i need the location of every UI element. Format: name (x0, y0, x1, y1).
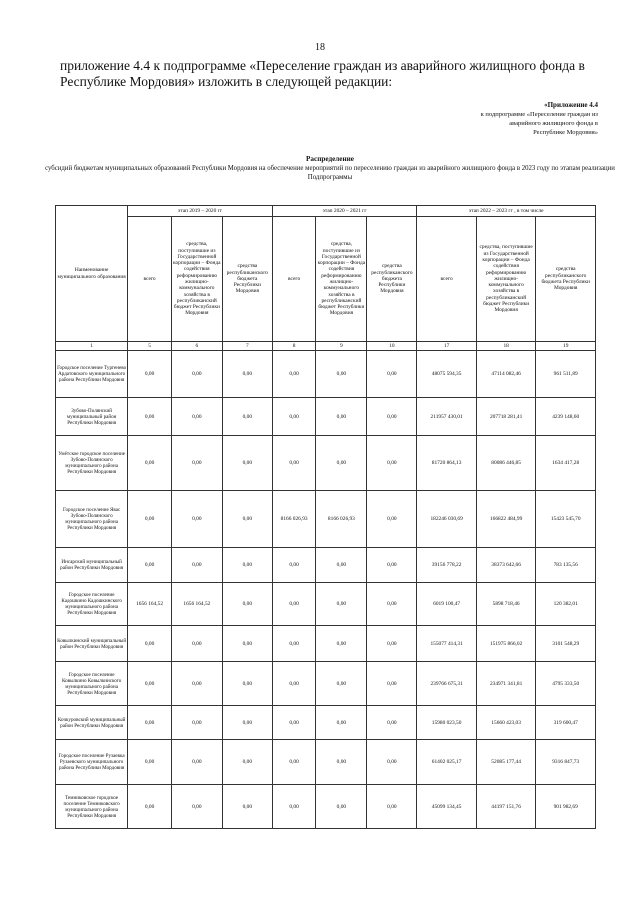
amount-cell: 0,00 (367, 662, 417, 706)
amount-cell: 211957 430,01 (417, 398, 477, 436)
header-total: всего (272, 217, 316, 342)
municipality-name: Темниковское городское поселение Темниковского муниципального района Республики Мордовия (56, 785, 128, 829)
amount-cell: 0,00 (272, 740, 316, 785)
appendix-title: «Приложение 4.4 (544, 101, 598, 109)
amount-cell: 0,00 (222, 706, 272, 740)
amount-cell: 0,00 (316, 548, 367, 583)
amount-cell: 0,00 (222, 491, 272, 548)
amount-cell: 0,00 (316, 398, 367, 436)
header-total: всего (128, 217, 172, 342)
amount-cell: 0,00 (171, 626, 222, 662)
distribution-heading (40, 155, 620, 182)
amount-cell: 0,00 (367, 583, 417, 626)
amount-cell: 0,00 (128, 740, 172, 785)
column-number: 7 (222, 342, 272, 351)
table-row (56, 583, 596, 626)
municipality-name: Инсарский муниципальный район Республики Мордовия (56, 548, 128, 583)
amount-cell: 52085 177,44 (476, 740, 536, 785)
amount-cell: 3101 548,29 (536, 626, 596, 662)
amount-cell: 239766 675,31 (417, 662, 477, 706)
municipality-name: Городское поселение Явас Зубово-Полянского муниципального района Республики Мордовия (56, 491, 128, 548)
subsidy-table (55, 205, 596, 829)
amount-cell: 39156 778,22 (417, 548, 477, 583)
amount-cell: 182246 030,69 (417, 491, 477, 548)
amount-cell: 61402 025,17 (417, 740, 477, 785)
amount-cell: 0,00 (367, 706, 417, 740)
column-number: 9 (316, 342, 367, 351)
amount-cell: 0,00 (128, 436, 172, 491)
amount-cell: 0,00 (128, 351, 172, 398)
amount-cell: 0,00 (272, 662, 316, 706)
municipality-name: Городское поселение Ковылкино Ковылкинского муниципального района Республики Мордовия (56, 662, 128, 706)
amount-cell: 45099 134,45 (417, 785, 477, 829)
header-fund-funds: средства, поступившие из Государственной корпорации – Фонда содействия реформированию жилищно-коммунального хозяйства в республиканский бюджет Республики Мордовия (171, 217, 222, 342)
amount-cell: 0,00 (316, 706, 367, 740)
municipality-name: Ковылкинский муниципальный район Республики Мордовия (56, 626, 128, 662)
amount-cell: 0,00 (316, 662, 367, 706)
amount-cell: 15980 023,50 (417, 706, 477, 740)
table-row (56, 706, 596, 740)
header-fund-funds: средства, поступившие из Государственной корпорации – Фонда содействия реформированию жилищно-коммунального хозяйства в республиканский бюджет Республики Мордовия (316, 217, 367, 342)
header-municipality: Наименование муниципального образования (56, 206, 128, 342)
amount-cell: 0,00 (272, 398, 316, 436)
amount-cell: 0,00 (128, 626, 172, 662)
amount-cell: 0,00 (128, 785, 172, 829)
header-fund-funds: средства, поступившие из Государственной корпорации – Фонда содействия реформированию жилищно-коммунального хозяйства в республиканский бюджет Республики Мордовия (476, 217, 536, 342)
table-row (56, 548, 596, 583)
amount-cell: 8166 026,93 (316, 491, 367, 548)
amount-cell: 47114 082,46 (476, 351, 536, 398)
amount-cell: 166822 484,99 (476, 491, 536, 548)
amount-cell: 0,00 (367, 785, 417, 829)
amount-cell: 0,00 (171, 398, 222, 436)
header-republic-funds: средства республиканского бюджета Республики Мордовия (367, 217, 417, 342)
amount-cell: 0,00 (316, 785, 367, 829)
table-row (56, 662, 596, 706)
appendix-reference (398, 101, 598, 137)
amount-cell: 0,00 (367, 398, 417, 436)
amount-cell: 0,00 (222, 785, 272, 829)
amount-cell: 9316 847,73 (536, 740, 596, 785)
amount-cell: 1656 164,52 (171, 583, 222, 626)
column-number: 17 (417, 342, 477, 351)
amount-cell: 15660 423,03 (476, 706, 536, 740)
appendix-line: Республике Мордовия» (533, 129, 598, 136)
amount-cell: 0,00 (272, 548, 316, 583)
table-row (56, 491, 596, 548)
amount-cell: 783 135,56 (536, 548, 596, 583)
amount-cell: 0,00 (222, 436, 272, 491)
amount-cell: 0,00 (222, 626, 272, 662)
header-republic-funds: средства республиканского бюджета Республики Мордовия (536, 217, 596, 342)
amount-cell: 6019 100,47 (417, 583, 477, 626)
amount-cell: 0,00 (222, 548, 272, 583)
amount-cell: 15423 545,70 (536, 491, 596, 548)
amount-cell: 234971 341,81 (476, 662, 536, 706)
amount-cell: 5898 718,46 (476, 583, 536, 626)
amount-cell: 80086 446,85 (476, 436, 536, 491)
table-row (56, 626, 596, 662)
table-row (56, 398, 596, 436)
amount-cell: 0,00 (128, 398, 172, 436)
amount-cell: 0,00 (222, 740, 272, 785)
intro-text: приложение 4.4 к подпрограмме «Переселение граждан из аварийного жилищного фонда в Республике Мордовия» изложить в следующей редакции: (60, 58, 585, 89)
amount-cell: 0,00 (272, 436, 316, 491)
appendix-line: к подпрограмме «Переселение граждан из (480, 111, 598, 118)
amount-cell: 0,00 (171, 548, 222, 583)
amount-cell: 0,00 (128, 662, 172, 706)
amount-cell: 1634 417,28 (536, 436, 596, 491)
amount-cell: 0,00 (171, 740, 222, 785)
amount-cell: 4795 333,50 (536, 662, 596, 706)
header-stage: этап 2020 – 2021 гг (272, 206, 417, 217)
municipality-name: Кочкуровский муниципальный район Республики Мордовия (56, 706, 128, 740)
amount-cell: 4239 148,60 (536, 398, 596, 436)
table-row (56, 740, 596, 785)
column-number: 10 (367, 342, 417, 351)
table-row (56, 785, 596, 829)
amount-cell: 0,00 (128, 706, 172, 740)
amount-cell: 0,00 (367, 491, 417, 548)
amount-cell: 0,00 (171, 662, 222, 706)
amount-cell: 0,00 (367, 740, 417, 785)
column-number: 5 (128, 342, 172, 351)
column-number: 6 (171, 342, 222, 351)
amount-cell: 0,00 (316, 626, 367, 662)
amount-cell: 0,00 (171, 491, 222, 548)
amount-cell: 0,00 (316, 351, 367, 398)
amount-cell: 0,00 (171, 706, 222, 740)
amount-cell: 0,00 (272, 785, 316, 829)
amount-cell: 155077 414,31 (417, 626, 477, 662)
column-number: 8 (272, 342, 316, 351)
amount-cell: 120 382,01 (536, 583, 596, 626)
municipality-name: Городское поселение Кадошкино Кадошкинского муниципального района Республики Мордовия (56, 583, 128, 626)
amount-cell: 319 600,47 (536, 706, 596, 740)
amount-cell: 0,00 (171, 436, 222, 491)
header-stage: этап 2022 – 2023 гг , в том числе (417, 206, 596, 217)
amount-cell: 8166 026,93 (272, 491, 316, 548)
amount-cell: 0,00 (222, 398, 272, 436)
distribution-subtitle: субсидий бюджетам муниципальных образований Республики Мордовия на обеспечение мероприятий по переселению граждан из аварийного жилищного фонда в 2023 году по этапам реализации Подпрограммы (45, 165, 615, 181)
amount-cell: 0,00 (316, 583, 367, 626)
amount-cell: 38373 642,66 (476, 548, 536, 583)
amount-cell: 0,00 (222, 662, 272, 706)
municipality-name: Зубово-Полянский муниципальный район Республики Мордовия (56, 398, 128, 436)
municipality-name: Умётское городское поселение Зубово-Полянского муниципального района Республики Мордовия (56, 436, 128, 491)
amount-cell: 0,00 (222, 583, 272, 626)
page-number: 18 (315, 42, 325, 53)
amount-cell: 0,00 (171, 785, 222, 829)
amount-cell: 44197 151,76 (476, 785, 536, 829)
table-row (56, 436, 596, 491)
amount-cell: 0,00 (128, 491, 172, 548)
column-number: 19 (536, 342, 596, 351)
amount-cell: 1656 164,52 (128, 583, 172, 626)
municipality-name: Городское поселение Рузаевка Рузаевского муниципального района Республики Мордовия (56, 740, 128, 785)
amount-cell: 0,00 (222, 351, 272, 398)
amount-cell: 0,00 (272, 351, 316, 398)
amount-cell: 0,00 (272, 583, 316, 626)
header-total: всего (417, 217, 477, 342)
amount-cell: 961 511,89 (536, 351, 596, 398)
column-number-row (56, 342, 596, 351)
appendix-line: аварийного жилищного фонда в (509, 120, 598, 127)
column-number: 18 (476, 342, 536, 351)
amount-cell: 0,00 (367, 351, 417, 398)
column-number: 1 (56, 342, 128, 351)
amount-cell: 0,00 (316, 740, 367, 785)
amount-cell: 81720 864,13 (417, 436, 477, 491)
header-republic-funds: средства республиканского бюджета Республики Мордовия (222, 217, 272, 342)
header-stage: этап 2019 – 2020 гг (128, 206, 273, 217)
amount-cell: 0,00 (367, 626, 417, 662)
amount-cell: 0,00 (272, 626, 316, 662)
amount-cell: 0,00 (316, 436, 367, 491)
amount-cell: 901 982,69 (536, 785, 596, 829)
amount-cell: 0,00 (367, 548, 417, 583)
table-row (56, 351, 596, 398)
amount-cell: 0,00 (272, 706, 316, 740)
amount-cell: 48075 594,35 (417, 351, 477, 398)
distribution-title: Распределение (306, 155, 354, 163)
municipality-name: Городское поселение Тургенево Ардатовского муниципального района Республики Мордовия (56, 351, 128, 398)
amount-cell: 0,00 (128, 548, 172, 583)
amount-cell: 207718 281,41 (476, 398, 536, 436)
amount-cell: 0,00 (171, 351, 222, 398)
amount-cell: 151975 866,02 (476, 626, 536, 662)
amount-cell: 0,00 (367, 436, 417, 491)
